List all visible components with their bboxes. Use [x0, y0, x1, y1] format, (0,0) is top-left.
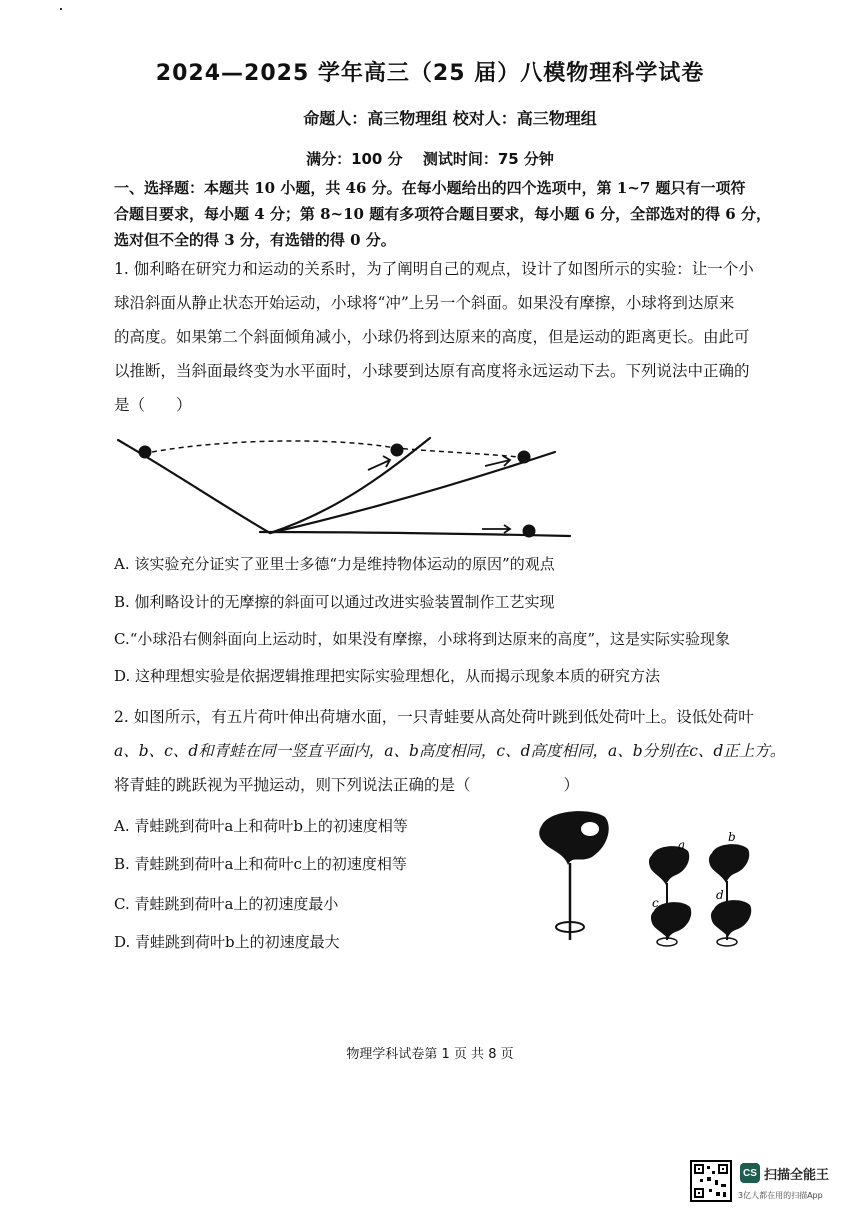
- arrow-horizontal: [482, 525, 510, 533]
- label-d: d: [716, 888, 724, 902]
- arrow-gentle: [485, 456, 510, 466]
- page-footer: 物理学科试卷第 1 页 共 8 页: [346, 1047, 514, 1062]
- question-2-stem: [114, 700, 790, 802]
- q2-option-d: D. 青蛙跳到荷叶b上的初速度最大: [114, 933, 340, 951]
- exam-title: 2024—2025 学年高三（25 届）八模物理科学试卷: [155, 61, 705, 86]
- ball-horizontal: [523, 525, 536, 538]
- question-1-stem: [114, 252, 790, 422]
- ball-start: [139, 446, 152, 459]
- steep-right-incline: [270, 438, 430, 533]
- question-line: a、b、c、d和青蛙在同一竖直平面内，a、b高度相同，c、d高度相同，a、b分别在c、d正上方。: [114, 742, 786, 760]
- q2-option-a: A. 青蛙跳到荷叶a上和荷叶b上的初速度相等: [114, 817, 408, 835]
- ball-steep: [391, 444, 404, 457]
- section-intro: [114, 175, 790, 253]
- high-leaf: [539, 811, 609, 865]
- question-line: 2. 如图所示，有五片荷叶伸出荷塘水面，一只青蛙要从高处荷叶跳到低处荷叶上。设低处荷叶: [114, 708, 754, 726]
- q1-option-a: A. 该实验充分证实了亚里士多德“力是维持物体运动的原因”的观点: [114, 555, 555, 573]
- label-a: a: [678, 838, 686, 852]
- exam-meta: 满分：100 分 测试时间：75 分钟: [306, 150, 554, 168]
- section-intro-line: 选对但不全的得 3 分，有选错的得 0 分。: [114, 231, 396, 249]
- gentle-right-incline: [270, 452, 555, 533]
- question-line: 是（ ）: [114, 396, 192, 414]
- qr-code-icon: [690, 1160, 732, 1202]
- leaf-d: [711, 900, 751, 937]
- brand-name: 扫描全能王: [764, 1167, 830, 1183]
- camscanner-logo-icon: CS: [740, 1163, 760, 1183]
- question-line: 的高度。如果第二个斜面倾角减小，小球仍将到达原来的高度，但是运动的距离更长。由此可: [114, 328, 750, 346]
- scan-speck: [60, 8, 62, 10]
- question-line: 以推断，当斜面最终变为水平面时，小球要到达原有高度将永远运动下去。下列说法中正确的: [114, 362, 750, 380]
- q1-option-d: D. 这种理想实验是依据逻辑推理把实际实验理想化，从而揭示现象本质的研究方法: [114, 667, 661, 685]
- q1-option-c: C.“小球沿右侧斜面向上运动时，如果没有摩擦，小球将到达原来的高度”，这是实际实验现象: [114, 630, 731, 648]
- question-line: 1. 伽利略在研究力和运动的关系时，为了阐明自己的观点，设计了如图所示的实验：让一个小: [114, 260, 754, 278]
- lotus-leaf-figure: [530, 805, 790, 955]
- label-c: c: [652, 896, 659, 910]
- exam-authors: 命题人：高三物理组 校对人：高三物理组: [303, 109, 597, 128]
- scanner-brand: [740, 1163, 829, 1183]
- section-intro-line: 一、选择题：本题共 10 小题，共 46 分。在每小题给出的四个选项中，第 1~7 题只有一项符: [114, 179, 746, 197]
- frog: [581, 822, 599, 836]
- q2-option-b: B. 青蛙跳到荷叶a上和荷叶c上的初速度相等: [114, 855, 407, 873]
- galileo-incline-figure: [110, 430, 590, 550]
- brand-tagline: 3亿人都在用的扫描App: [738, 1191, 823, 1200]
- ball-gentle: [518, 451, 531, 464]
- qr-pattern: [692, 1162, 730, 1200]
- label-b: b: [728, 830, 736, 844]
- arrow-steep: [368, 456, 390, 470]
- question-line: 将青蛙的跳跃视为平抛运动，则下列说法正确的是（ ）: [114, 776, 580, 794]
- q2-option-c: C. 青蛙跳到荷叶a上的初速度最小: [114, 895, 339, 913]
- height-dashed-line: [152, 441, 518, 457]
- leaf-b: [709, 844, 749, 883]
- q1-option-b: B. 伽利略设计的无摩擦的斜面可以通过改进实验装置制作工艺实现: [114, 593, 555, 611]
- question-line: 球沿斜面从静止状态开始运动，小球将“冲”上另一个斜面。如果没有摩擦，小球将到达原来: [114, 294, 735, 312]
- section-intro-line: 合题目要求，每小题 4 分；第 8~10 题有多项符合题目要求，每小题 6 分，全部选对的得 6 分，: [114, 205, 771, 223]
